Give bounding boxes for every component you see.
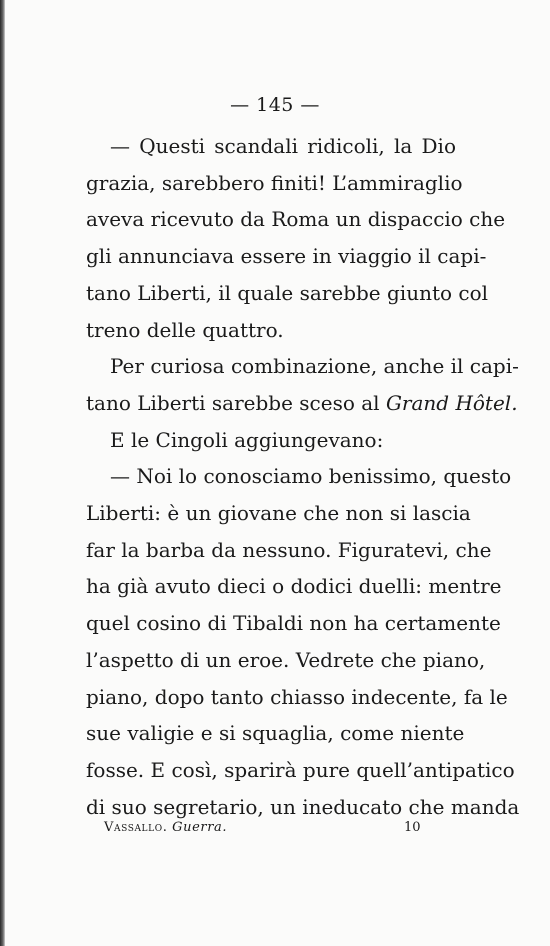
text-line: quel cosino di Tibaldi non ha certamente (86, 611, 501, 636)
footer-signature (104, 820, 404, 835)
text-line: sue valigie e si squaglia, come niente (86, 721, 465, 746)
text-line: di suo segretario, un ineducato che manda (86, 794, 520, 819)
text-line: tano Liberti, il quale sarebbe giunto col (86, 280, 489, 305)
text-line: E le Cingoli aggiungevano: (110, 427, 384, 452)
text-line: — Questi scandali ridicoli, la Dio (110, 134, 456, 158)
text-line: — Noi lo conosciamo benissimo, questo (110, 464, 512, 489)
text-line: piano, dopo tanto chiasso indecente, fa le (86, 684, 508, 709)
body-text (86, 128, 520, 825)
text-line: Per curiosa combinazione, anche il capi- (110, 354, 519, 379)
page-number: — 145 — (230, 94, 320, 116)
footer-author: Vassallo. (104, 820, 168, 835)
text-line: far la barba da nessuno. Figuratevi, che (86, 537, 492, 562)
text-line: l’aspetto di un eroe. Vedrete che piano, (86, 647, 486, 672)
text-line: aveva ricevuto da Roma un dispaccio che (86, 207, 506, 232)
footer-work-title: Guerra. (172, 820, 228, 835)
page-binding-edge (0, 0, 5, 946)
text-line: treno delle quattro. (86, 317, 284, 342)
text-line: gli annunciava essere in viaggio il capi- (86, 244, 487, 269)
text-line: fosse. E così, sparirà pure quell’antipatico (86, 757, 515, 782)
signature-mark: 10 (404, 820, 421, 835)
italic-hotel-name: Grand Hôtel. (385, 390, 518, 415)
text-line: grazia, sarebbero finiti! L’ammiraglio (86, 170, 463, 195)
text-line: Liberti: è un giovane che non si lascia (86, 501, 471, 526)
text-line (86, 385, 518, 422)
text-line: ha già avuto dieci o dodici duelli: mentre (86, 574, 502, 599)
text-segment: tano Liberti sarebbe sceso al (86, 390, 386, 415)
